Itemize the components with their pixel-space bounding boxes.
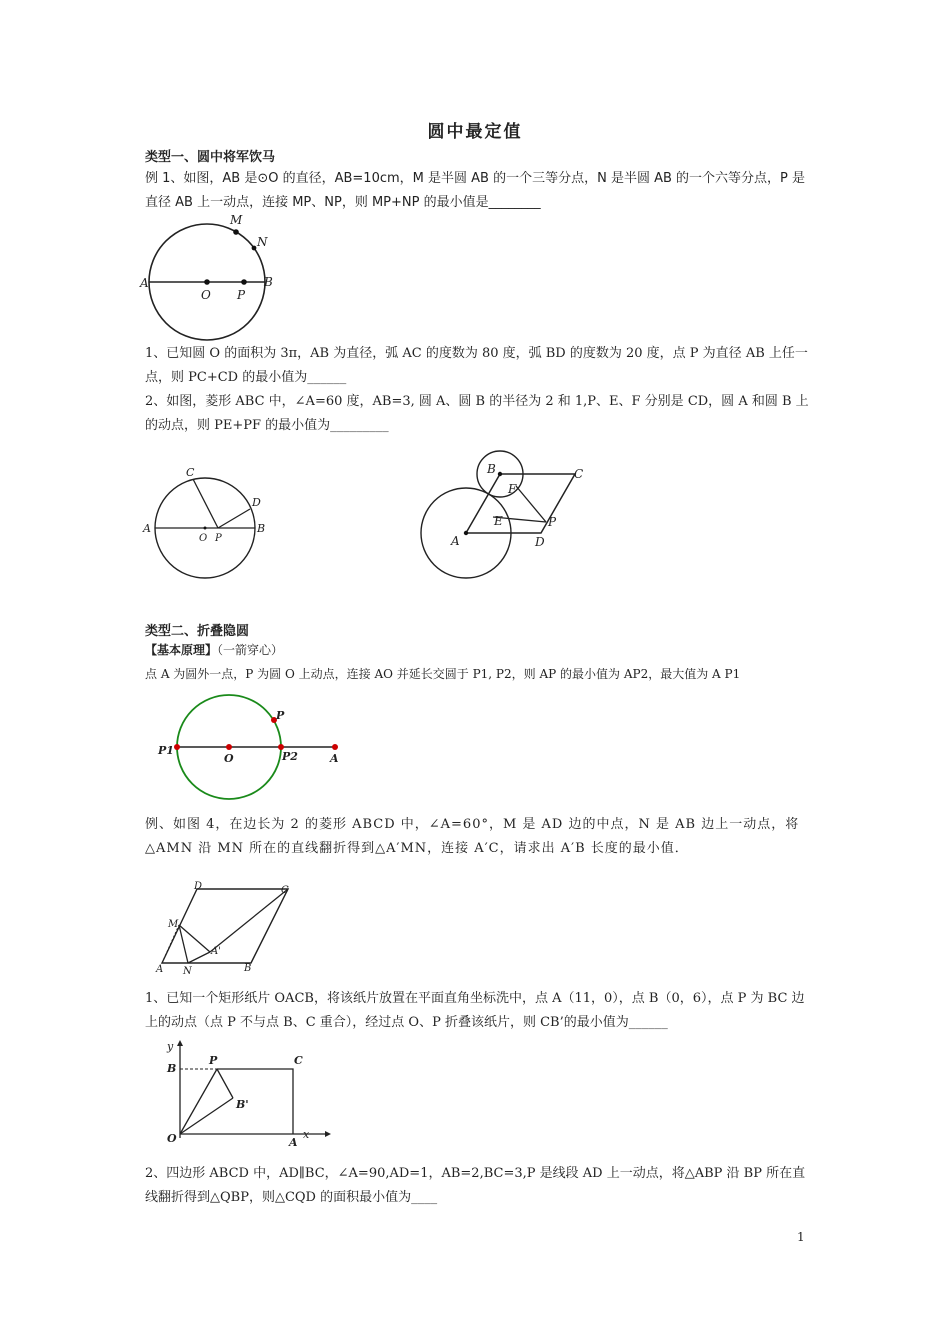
fig3-label-d: D xyxy=(535,535,545,549)
fig1-point-m xyxy=(233,229,239,235)
fig4-label-p1: P1 xyxy=(158,744,174,757)
fig6-label-a: A xyxy=(289,1136,298,1149)
section2-heading: 类型二、折叠隐圆 xyxy=(145,624,250,639)
fig3-label-b: B xyxy=(487,462,496,476)
fig3-seg-fp xyxy=(516,486,546,522)
fig6-seg-ob1 xyxy=(180,1098,233,1134)
fig1-label-b: B xyxy=(264,275,273,289)
fig6-y-arrow xyxy=(177,1040,183,1046)
fig6-label-y: y xyxy=(167,1040,174,1053)
fig1-point-n xyxy=(252,246,257,251)
section1-question-2: 2、如图，菱形 ABC 中，∠A=60 度，AB=3, 圆 A、圆 B 的半径为 2 和 1,P、E、F 分别是 CD，圆 A 和圆 B 上的动点，则 PE+PF 的最小值为_________ xyxy=(145,394,809,433)
section2-principle-text: 点 A 为圆外一点，P 为圆 O 上动点，连接 AO 并延长交圆于 P1, P2，则 AP 的最小值为 AP2，最大值为 A P1 xyxy=(145,667,741,681)
fig1-label-p: P xyxy=(237,288,246,302)
fig3-label-p: P xyxy=(548,515,557,529)
fig2-label-b: B xyxy=(257,522,266,535)
fig4-label-p2: P2 xyxy=(282,750,298,763)
fig5-label-d: D xyxy=(194,881,203,892)
fig5-label-c: C xyxy=(281,885,289,896)
fig2-point-o xyxy=(204,527,207,530)
fig2-label-d: D xyxy=(252,496,261,509)
fig1-label-n: N xyxy=(257,235,268,249)
fig4-label-o: O xyxy=(224,752,234,765)
fig3-point-a xyxy=(464,531,468,535)
fig2-chord-pd xyxy=(218,509,250,528)
fig1-label-m: M xyxy=(230,213,243,227)
section2-principle xyxy=(145,641,810,659)
fig1-point-p xyxy=(241,279,247,285)
fig6-label-c: C xyxy=(294,1054,303,1067)
principle-label: 【基本原理】 xyxy=(145,643,218,657)
fig2-label-p: P xyxy=(215,533,222,544)
section1-question-1: 1、已知圆 O 的面积为 3π，AB 为直径，弧 AC 的度数为 80 度，弧 BD 的度数为 20 度，点 P 为直径 AB 上任一点，则 PC+CD 的最小值为______ xyxy=(145,346,808,385)
figure-1-circle xyxy=(140,210,290,345)
fig5-seg-a1c xyxy=(210,889,288,952)
section2-question-1: 1、已知一个矩形纸片 OACB，将该纸片放置在平面直角坐标洗中，点 A（11，0），点 B（0，6），点 P 为 BC 边上的动点（点 P 不与点 B、C 重合），经过点 O、P 折叠该纸片，则 CB’的最小值为______ xyxy=(145,991,805,1030)
fig2-label-c: C xyxy=(186,466,195,479)
section1-example: 例 1、如图，AB 是⊙O 的直径，AB=10cm，M 是半圆 AB 的一个三等分点，N 是半圆 AB 的一个六等分点，P 是直径 AB 上一动点，连接 MP、NP，则 MP+NP 的最小值是________ xyxy=(145,171,805,210)
fig5-seg-na1 xyxy=(188,952,210,963)
fig2-label-a: A xyxy=(143,522,151,535)
fig6-x-arrow xyxy=(325,1131,331,1137)
fig3-label-c: C xyxy=(574,467,584,481)
fig2-label-o: O xyxy=(199,533,208,544)
fig5-seg-ma1 xyxy=(179,925,210,952)
fig6-seg-op xyxy=(180,1069,217,1134)
fig3-point-b xyxy=(498,472,502,476)
page-title: 圆中最定值 xyxy=(427,122,523,142)
fig6-label-b1: B' xyxy=(236,1098,249,1111)
figure-2-circle xyxy=(140,465,270,585)
section2-example: 例、如图 4，在边长为 2 的菱形 ABCD 中，∠A=60°，M 是 AD 边的中点，N 是 AB 边上一动点，将△AMN 沿 MN 所在的直线翻折得到△A′MN，连接 A′C，请求出 A′B 长度的最小值． xyxy=(145,817,800,856)
fig6-seg-pb1 xyxy=(217,1069,233,1098)
fig5-label-b: B xyxy=(244,963,252,974)
fig5-label-m: M xyxy=(168,919,179,930)
fig1-label-a: A xyxy=(140,276,149,290)
fig2-chord-pc xyxy=(193,479,218,528)
fig3-label-f: F xyxy=(508,482,517,496)
figure-5-rhombus-fold xyxy=(150,875,300,980)
fig4-point-o xyxy=(226,744,232,750)
fig1-label-o: O xyxy=(201,288,211,302)
fig6-label-b: B xyxy=(167,1062,177,1075)
fig3-label-e: E xyxy=(494,514,503,528)
fig1-point-o xyxy=(204,279,210,285)
figure-3-rhombus xyxy=(415,448,595,583)
fig4-point-p1 xyxy=(174,744,180,750)
fig6-label-o: O xyxy=(167,1132,177,1145)
figure-6-rectangle-fold xyxy=(160,1038,335,1148)
fig3-label-a: A xyxy=(451,534,460,548)
fig5-label-a1: A' xyxy=(211,946,221,957)
figure-4-circle xyxy=(155,695,355,800)
fig5-label-a: A xyxy=(156,964,164,975)
section1-heading: 类型一、圆中将军饮马 xyxy=(145,150,276,165)
section2-question-2: 2、四边形 ABCD 中，AD∥BC，∠A=90,AD=1，AB=2,BC=3,P 是线段 AD 上一动点，将△ABP 沿 BP 所在直线翻折得到△QBP，则△CQD 的面积最小值为____ xyxy=(145,1166,806,1205)
fig6-label-p: P xyxy=(209,1054,218,1067)
fig6-label-x: x xyxy=(303,1128,310,1141)
page-number: 1 xyxy=(797,1230,805,1244)
principle-note: （一箭穿心） xyxy=(217,643,284,657)
fig5-seg-mn xyxy=(179,925,188,963)
fig5-label-n: N xyxy=(183,966,192,977)
fig4-point-a xyxy=(332,744,338,750)
fig4-label-p: P xyxy=(276,709,285,722)
fig4-label-a: A xyxy=(330,752,339,765)
